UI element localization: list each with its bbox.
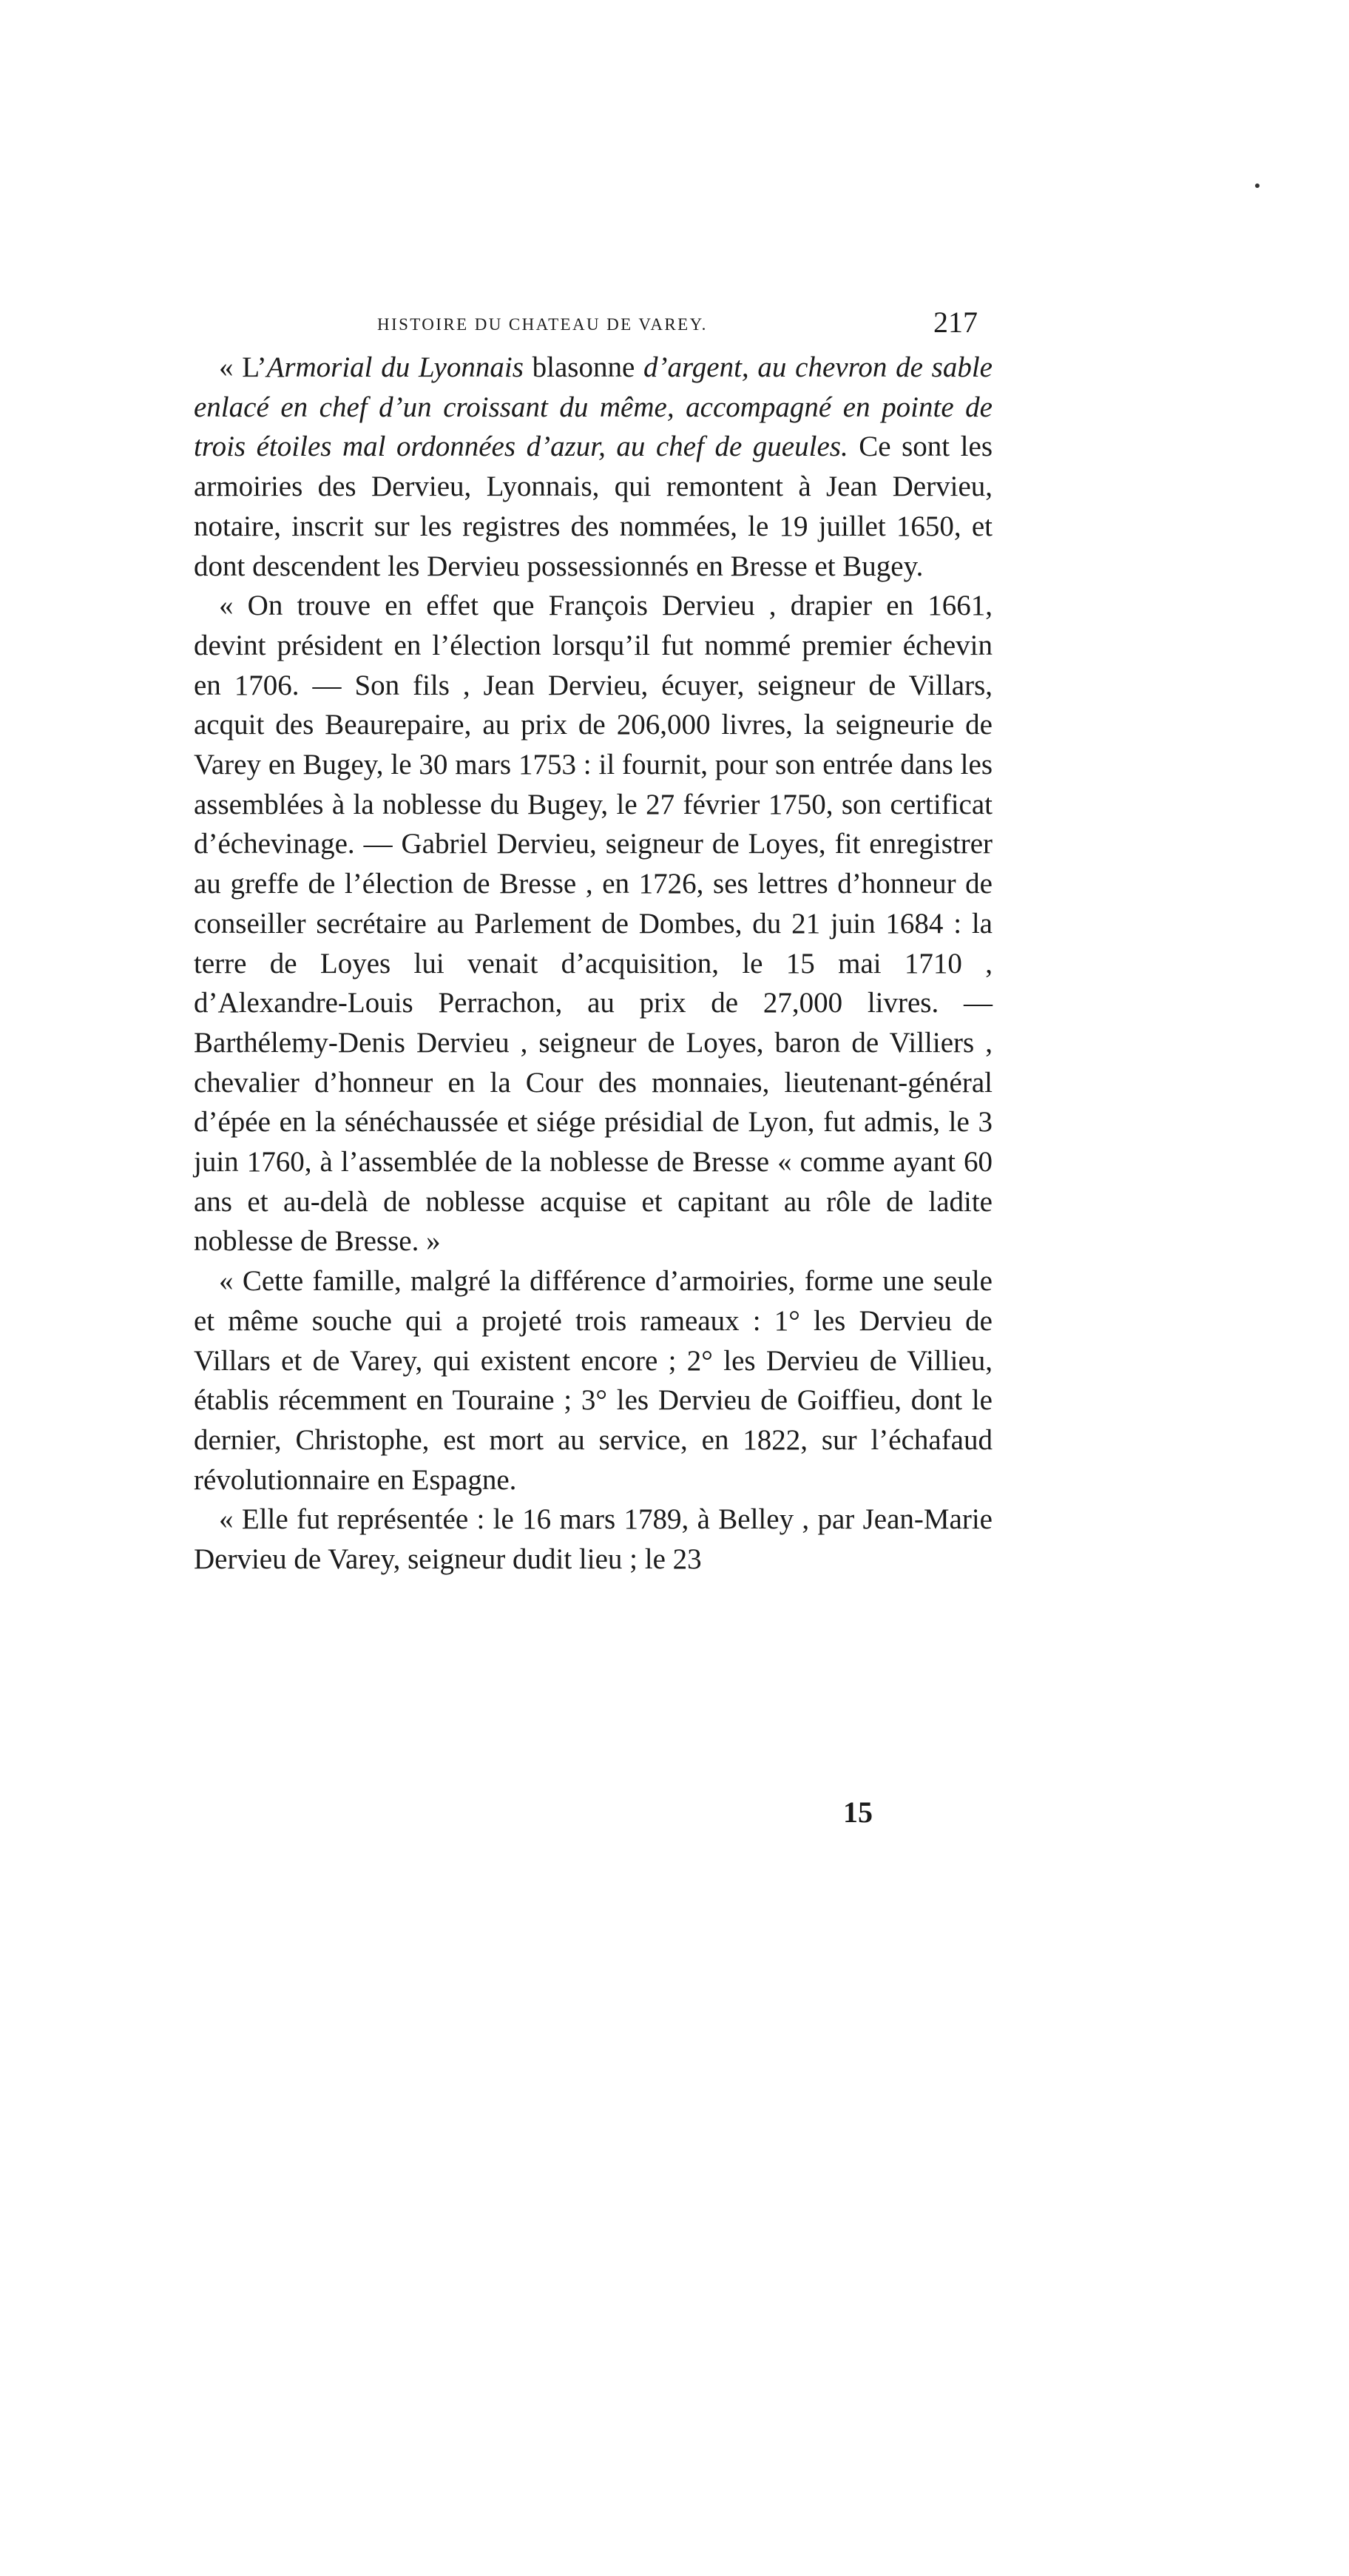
- page-number: 217: [933, 306, 978, 339]
- text-run: « Cette famille, malgré la différence d’armoiries, forme une seule et même souche qui a projeté trois rameaux : 1° les Dervieu de Villars et de Varey, qui existent encore ; 2° les Dervieu de Villieu, établis récemment en Touraine ; 3° les Dervieu de Goiffieu, dont le dernier, Christophe, est mort au service, en 1822, sur l’échafaud révolutionnaire en Espagne.: [194, 1265, 993, 1496]
- body-text: [194, 348, 993, 1579]
- text-run: Ce sont les armoiries des Dervieu, Lyonnais, qui remontent à Jean Dervieu, notaire, inscrit sur les registres des nommées, le 19 juillet 1650, et dont descendent les Dervieu possessionnés en Bresse et Bugey.: [194, 431, 993, 582]
- text-run: « On trouve en effet que François Dervieu , drapier en 1661, devint président en l’élection lorsqu’il fut nommé premier échevin en 1706. — Son fils , Jean Dervieu, écuyer, seigneur de Villars, acquit des Beaurepaire, au prix de 206,000 livres, la seigneurie de Varey en Bugey, le 30 mars 1753 : il fournit, pour son entrée dans les assemblées à la noblesse du Bugey, le 27 février 1750, son certificat d’échevinage. — Gabriel Dervieu, seigneur de Loyes, fit enregistrer au greffe de l’élection de Bresse , en 1726, ses lettres d’honneur de conseiller secrétaire au Parlement de Dombes, du 21 juin 1684 : la terre de Loyes lui venait d’acquisition, le 15 mai 1710 , d’Alexandre-Louis Perrachon, au prix de 27,000 livres. — Barthélemy-Denis Dervieu , seigneur de Loyes, baron de Villiers , chevalier d’honneur en la Cour des monnaies, lieutenant-général d’épée en la sénéchaussée et siége présidial de Lyon, fut admis, le 3 juin 1760, à l’assemblée de la noblesse de Bresse « comme ayant 60 ans et au-delà de noblesse acquise et capitant au rôle de ladite noblesse de Bresse. »: [194, 590, 993, 1258]
- ink-speck: [1255, 183, 1260, 188]
- text-run: blasonne: [523, 351, 644, 383]
- signature-mark: 15: [843, 1796, 873, 1829]
- page-header: [370, 305, 978, 346]
- paragraph: [194, 586, 993, 1261]
- italic-text: d’argent, au chevron de sable enlacé en chef d’un croissant du même, accompagné en pointe de trois étoiles mal ordonnées d’azur, au chef de gueules.: [194, 351, 993, 463]
- italic-text: Armorial du Lyonnais: [266, 351, 524, 383]
- text-run: « Elle fut représentée : le 16 mars 1789, à Belley , par Jean-Marie Dervieu de Varey, seigneur dudit lieu ; le 23: [194, 1503, 993, 1576]
- running-title: HISTOIRE DU CHATEAU DE VAREY.: [377, 315, 708, 334]
- text-run: « L’: [219, 351, 267, 383]
- paragraph: [194, 1261, 993, 1500]
- paragraph: [194, 1500, 993, 1579]
- paragraph: [194, 348, 993, 586]
